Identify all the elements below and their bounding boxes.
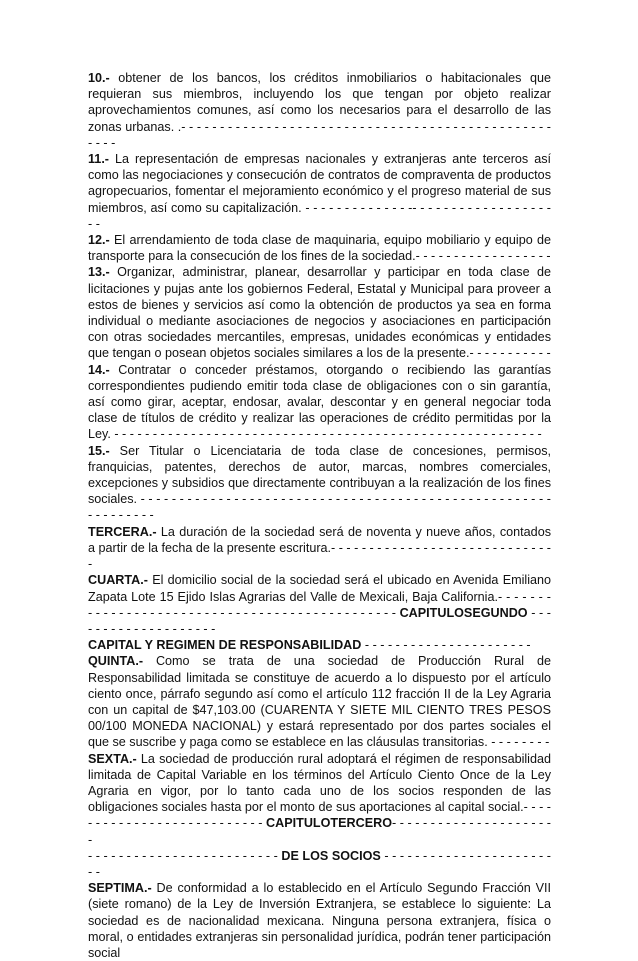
chapter-3-subtitle-line xyxy=(88,848,551,880)
clause-text: La duración de la sociedad será de noventa y nueve años, contados a partir de la fecha de la presente escritura.- - - - - - - - - - - - - - - - - - - - - - - - - - - - - - xyxy=(88,524,551,572)
clause-text: Contratar o conceder préstamos, otorgando o recibiendo las garantías correspondientes pudiendo emitir toda clase de obligaciones con o sin garantía, así como girar, aceptar, endosar, avalar, descontar y en general negociar toda clase de títulos de crédito y realizar las operaciones de crédito permitidas por la Ley. - - - - - - - - - - - - - - - - - - - - - - - - - - - - - - - - - - - - - - - - - - - - - - - - - - - - - - - - xyxy=(88,362,551,442)
chapter-2-title: CAPITULOSEGUNDO xyxy=(399,605,528,620)
clause-number: QUINTA.- xyxy=(88,654,144,669)
clause-number: 11.- xyxy=(88,152,110,167)
clause-septima xyxy=(88,880,551,961)
clause-10 xyxy=(88,70,551,151)
clause-14 xyxy=(88,362,551,443)
clause-text: Ser Titular o Licenciataria de toda clase de concesiones, permisos, franquicias, patentes, derechos de autor, marcas, nombres comerciales, excepciones y subsidios que directamente contribuyan a la realización de los fines sociales. - - - - - - - - - - - - - - - - - - - - - - - - - - - - - - - - - - - - - - - - - - - - - - - - - - - - - - - - - - - - - - xyxy=(88,443,551,523)
clause-text: El domicilio social de la sociedad será el ubicado en Avenida Emiliano Zapata Lote 15 Ejido Islas Agrarias del Valle de Mexicali, Baja California.- - - - - - - - - - - - - - - - - - - - - - - xyxy=(88,573,551,620)
chapter-3-dashes-prefix: - - - - - - - - - - - - - - - - - - - - - - - xyxy=(88,816,267,831)
clause-number: TERCERA.- xyxy=(88,524,157,539)
clause-text: De conformidad a lo establecido en el Artículo Segundo Fracción VII (siete romano) de la Ley de Inversión Extranjera, se establece lo siguiente: La sociedad es de nacionalidad mexicana. Ninguna persona extranjera, física o moral, o entidades extranjeras sin personalidad jurídica, podrán tener participación social xyxy=(88,881,551,960)
clause-11 xyxy=(88,151,551,232)
clause-tercera xyxy=(88,524,551,573)
chapter-3-subtitle-dashes-prefix: - - - - - - - - - - - - - - - - - - - - - - - - - xyxy=(88,848,282,863)
chapter-3-title: CAPITULOTERCERO xyxy=(266,816,392,831)
clause-number: 13.- xyxy=(88,265,110,280)
chapter-2-dashes-suffix: - - - - - - - - - - - - - - - - - - - - xyxy=(88,605,551,636)
chapter-2-subtitle-line xyxy=(88,637,551,653)
chapter-2-dashes-prefix: - - - - - - - - - - - - - - - - - - - - - - - - xyxy=(209,605,400,620)
chapter-2-subtitle: CAPITAL Y REGIMEN DE RESPONSABILIDAD xyxy=(88,638,362,653)
clause-number: 10.- xyxy=(88,71,110,85)
clause-number: 14.- xyxy=(88,362,110,377)
clause-cuarta xyxy=(88,572,551,637)
clause-text: Como se trata de una sociedad de Producción Rural de Responsabilidad limitada se constituye de acuerdo a lo dispuesto por el artículo ciento once, párrafo segundo así como el artículo 112 fracción II de la Ley Agraria con un capital de $47,103.00 (CUARENTA Y SIETE MIL CIENTO TRES PESOS 00/100 MONEDA NACIONAL) y estará representado por dos partes sociales el que se suscribe y paga como se establece en las cláusulas transitorias. - - - - - - - - xyxy=(88,654,551,750)
clause-text: Organizar, administrar, planear, desarrollar y participar en toda clase de licitaciones y pujas ante los gobiernos Federal, Estatal y Municipal para proveer a estos de bienes y servicios así como la obtención de productos ya sea en forma individual o mediante asociaciones de negocios y asociaciones en participación con otras sociedades mercantiles, empresas, unidades económicas y entidades que tengan o posean objetos sociales similares a los de la presente.- - - - - - - - - - - xyxy=(88,265,551,361)
clause-number: 15.- xyxy=(88,443,110,458)
clause-text: La sociedad de producción rural adoptará el régimen de responsabilidad limitada de Capital Variable en los términos del Artículo Ciento Once de la Ley Agraria en vigor, por lo tanto cada uno de los socios responden de las obligaciones sociales hasta por el monto de sus aportaciones al capital social.- - - - xyxy=(88,751,551,815)
clause-15 xyxy=(88,443,551,524)
clause-text: El arrendamiento de toda clase de maquinaria, equipo mobiliario y equipo de transporte para la consecución de los fines de la sociedad.- - - - - - - - - - - - - - - - - - xyxy=(88,233,551,264)
document-page xyxy=(88,70,551,961)
clause-number: CUARTA.- xyxy=(88,573,148,588)
clause-number: SEXTA.- xyxy=(88,751,137,766)
clause-quinta xyxy=(88,653,551,750)
clause-number: 12.- xyxy=(88,233,110,248)
clause-text: obtener de los bancos, los créditos inmobiliarios o habitacionales que requieran sus miembros, incluyendo los que tengan por objeto realizar aprovechamientos comunes, así como los necesarios para el desarrollo de las zonas urbanas. .- - - - - - - - - - - - - - - - - - - - - - - - - - - - - - - - - - - - - - - - - - - - - - - - - - - - xyxy=(88,71,551,150)
chapter-3-subtitle: DE LOS SOCIOS xyxy=(281,848,381,863)
clause-13 xyxy=(88,264,551,361)
clause-12 xyxy=(88,232,551,264)
clause-sexta xyxy=(88,751,551,848)
clause-text: La representación de empresas nacionales y extranjeras ante terceros así como las negociaciones y consecución de contratos de compraventa de productos agropecuarios, fomentar el mejoramiento económico y el progreso material de sus miembros, así como su capitalización. - - - - - - - - - - - - - -- - - - - - - - - - - - - - - - - - - - xyxy=(88,152,551,231)
chapter-3-dashes-suffix: - - - - - - - - - - - - - - - - - - - - - - xyxy=(88,816,551,847)
chapter-3-subtitle-dashes-suffix: - - - - - - - - - - - - - - - - - - - - - - - - xyxy=(88,848,551,879)
clause-number: SEPTIMA.- xyxy=(88,881,152,896)
chapter-2-subtitle-dashes: - - - - - - - - - - - - - - - - - - - - - - xyxy=(361,638,531,653)
